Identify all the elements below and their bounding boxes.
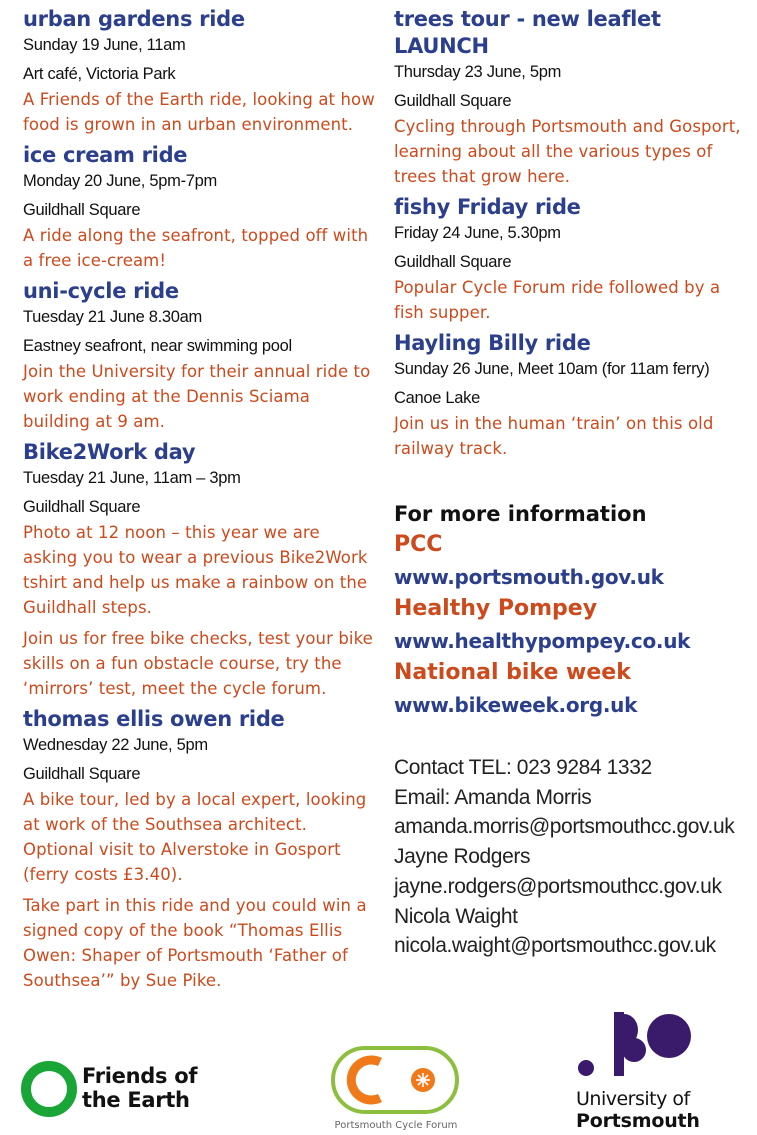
event-block [394, 330, 744, 461]
contact-line: Nicola Waight [394, 904, 518, 928]
event-date: Sunday 19 June, 11am [23, 36, 186, 54]
contact-line: jayne.rodgers@portsmouthcc.gov.uk [394, 874, 722, 898]
info-links [394, 529, 744, 721]
event-description: Cycling through Portsmouth and Gosport, learning about all the various types of trees that grow here. [394, 117, 741, 186]
event-location: Art café, Victoria Park [23, 65, 176, 83]
contact-line: Contact TEL: 023 9284 1332 [394, 756, 652, 779]
event-title: urban gardens ride [23, 7, 245, 31]
event-description: A Friends of the Earth ride, looking at how food is grown in an urban environment. [23, 90, 375, 134]
event-date: Tuesday 21 June, 11am – 3pm [23, 469, 241, 487]
event-block [23, 142, 375, 273]
contact-line: nicola.waight@portsmouthcc.gov.uk [394, 934, 716, 958]
event-title: fishy Friday ride [394, 195, 581, 219]
event-location: Guildhall Square [23, 498, 141, 516]
event-block [23, 278, 375, 434]
event-block [23, 706, 375, 993]
event-block [394, 194, 744, 325]
event-location: Eastney seafront, near swimming pool [23, 337, 292, 355]
foe-wordmark: Friends of the Earth [82, 1064, 198, 1112]
event-extra-description: Take part in this ride and you could win a signed copy of the book “Thomas Ellis Owen: Shaper of Portsmouth ‘Father of Southsea’” by Sue Pike. [23, 896, 367, 990]
event-date: Sunday 26 June, Meet 10am (for 11am ferry) [394, 360, 710, 378]
event-title: trees tour - new leaflet LAUNCH [394, 7, 661, 58]
event-date: Thursday 23 June, 5pm [394, 63, 562, 81]
event-block [394, 6, 744, 189]
uop-dots-icon [574, 1012, 704, 1086]
event-title: thomas ellis owen ride [23, 707, 285, 731]
event-date: Tuesday 21 June 8.30am [23, 308, 202, 326]
contact-line: Email: Amanda Morris [394, 785, 592, 809]
foe-ring-icon [20, 1060, 78, 1118]
cycle-forum-caption: Portsmouth Cycle Forum [334, 1120, 458, 1131]
contact-line: amanda.morris@portsmouthcc.gov.uk [394, 815, 735, 839]
info-org-name: Healthy Pompey [394, 596, 598, 621]
portsmouth-cycle-forum-logo [326, 1040, 466, 1135]
event-title: ice cream ride [23, 143, 188, 167]
info-org-name: National bike week [394, 660, 631, 685]
logo-strip [0, 1008, 757, 1135]
info-website-link[interactable]: www.portsmouth.gov.uk [394, 565, 664, 589]
university-of-portsmouth-logo [574, 1012, 724, 1134]
event-block [23, 439, 375, 701]
cycle-forum-emblem-icon [330, 1040, 460, 1120]
uop-wordmark-line2: Portsmouth [576, 1110, 700, 1132]
event-description: Join the University for their annual ride to work ending at the Dennis Sciama building at 9 am. [23, 362, 371, 431]
info-org-name: PCC [394, 532, 443, 557]
event-location: Guildhall Square [23, 201, 141, 219]
right-events [394, 6, 744, 461]
event-location: Guildhall Square [23, 765, 141, 783]
event-description: Join us in the human ‘train’ on this old railway track. [394, 414, 714, 458]
event-title: Hayling Billy ride [394, 331, 591, 355]
event-location: Canoe Lake [394, 389, 480, 407]
event-location: Guildhall Square [394, 92, 512, 110]
event-description: A bike tour, led by a local expert, looking at work of the Southsea architect. Optional visit to Alverstoke in Gosport (ferry costs £3.40). [23, 790, 367, 884]
event-description: Photo at 12 noon – this year we are asking you to wear a previous Bike2Work tshirt and help us make a rainbow on the Guildhall steps. [23, 523, 368, 617]
event-title: Bike2Work day [23, 440, 196, 464]
event-title: uni-cycle ride [23, 279, 179, 303]
info-website-link[interactable]: www.healthypompey.co.uk [394, 629, 691, 653]
event-extra-description: Join us for free bike checks, test your bike skills on a fun obstacle course, try the ‘mirrors’ test, meet the cycle forum. [23, 629, 373, 698]
event-block [23, 6, 375, 137]
event-location: Guildhall Square [394, 253, 512, 271]
right-column [394, 6, 744, 961]
event-description: A ride along the seafront, topped off with a free ice-cream! [23, 226, 369, 270]
info-website-link[interactable]: www.bikeweek.org.uk [394, 693, 638, 717]
event-description: Popular Cycle Forum ride followed by a fish supper. [394, 278, 721, 322]
event-date: Wednesday 22 June, 5pm [23, 736, 208, 754]
uop-wordmark-line1: University of [576, 1088, 690, 1110]
contact-block [394, 753, 744, 961]
left-column [23, 6, 375, 998]
info-heading: For more information [394, 502, 647, 526]
event-date: Monday 20 June, 5pm-7pm [23, 172, 217, 190]
event-date: Friday 24 June, 5.30pm [394, 224, 561, 242]
friends-of-the-earth-logo [20, 1060, 220, 1120]
contact-line: Jayne Rodgers [394, 845, 531, 869]
